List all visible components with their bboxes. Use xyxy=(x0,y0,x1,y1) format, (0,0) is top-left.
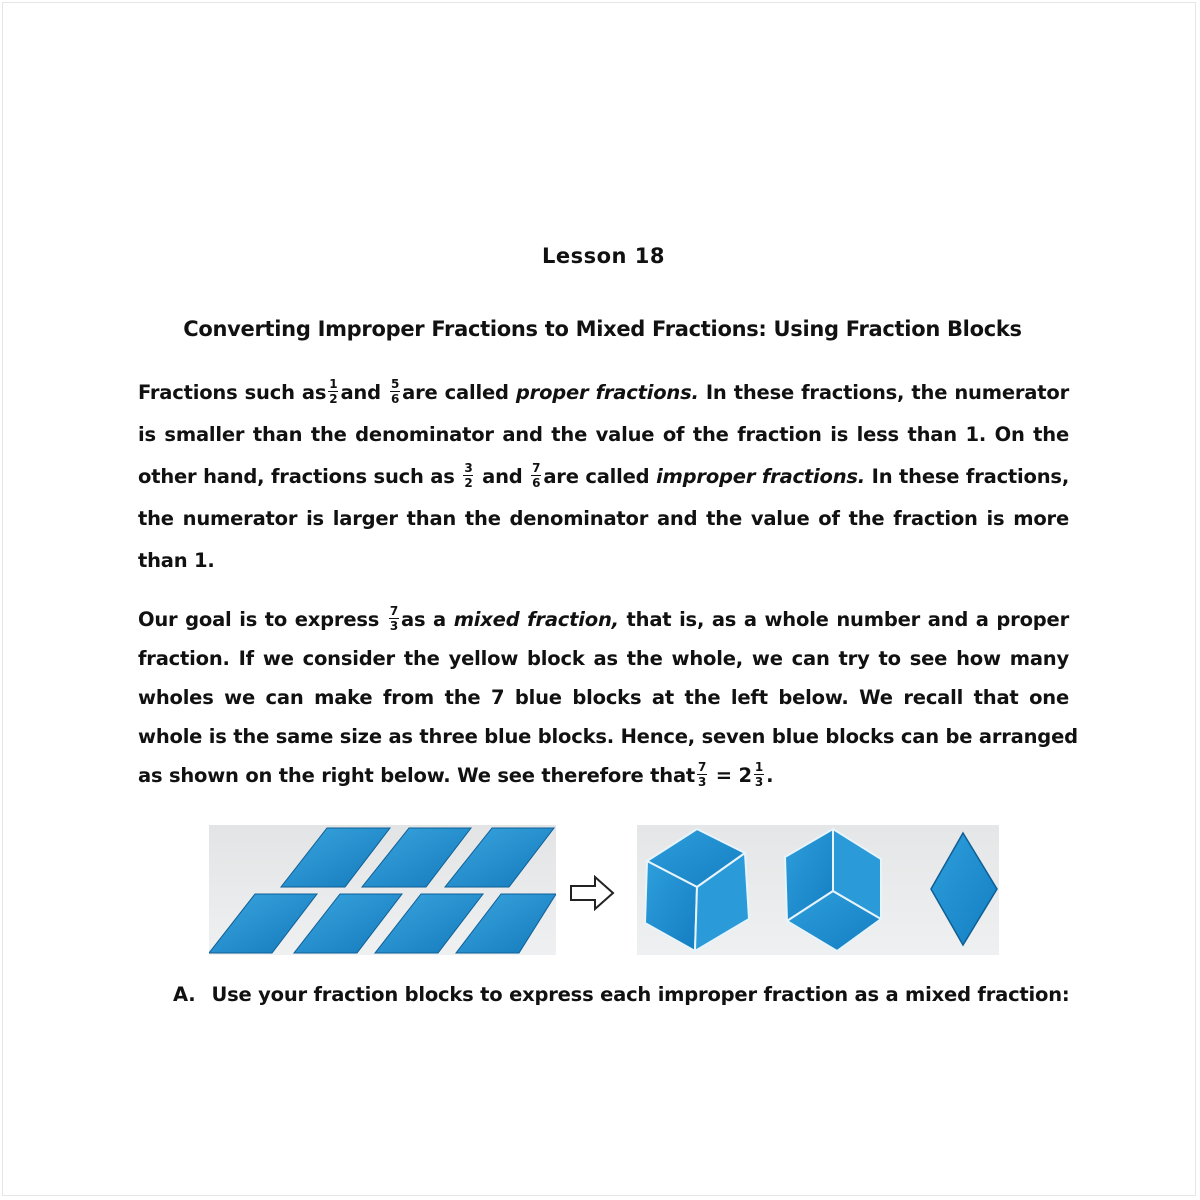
section-a-instruction xyxy=(173,983,1070,1006)
fraction-seven-sixths xyxy=(531,462,541,490)
text-segment: are called xyxy=(543,465,650,488)
text-segment: that is, as a whole number and a proper xyxy=(626,608,1069,631)
text-segment: In these fractions, the numerator xyxy=(705,381,1069,404)
lesson-subtitle: Converting Improper Fractions to Mixed Fractions: Using Fraction Blocks xyxy=(183,317,1022,341)
text-segment: as shown on the right below. We see therefore that xyxy=(138,764,696,787)
equation-equals-whole: = 2 xyxy=(715,764,752,787)
fraction-result-seven-thirds xyxy=(697,761,707,789)
text-segment: . xyxy=(766,764,774,787)
fraction-denominator: 2 xyxy=(329,392,338,407)
paragraph1-line5: than 1. xyxy=(138,549,215,572)
fraction-numerator: 1 xyxy=(329,376,338,391)
fraction-numerator: 1 xyxy=(754,759,764,774)
text-segment: other hand, fractions such as xyxy=(138,465,455,488)
paragraph1-line4: the numerator is larger than the denominator and the value of the fraction is more xyxy=(138,507,1069,530)
paragraph2-line5 xyxy=(138,756,1069,795)
section-a-label: A. xyxy=(173,983,196,1006)
right-arrow-outline-icon xyxy=(569,875,615,915)
paragraph2-line3: wholes we can make from the 7 blue blocks at the left below. We recall that one xyxy=(138,686,1069,709)
fraction-denominator: 3 xyxy=(698,775,707,790)
term-mixed-fraction: mixed fraction, xyxy=(453,608,619,631)
section-a-text: Use your fraction blocks to express each improper fraction as a mixed fraction: xyxy=(211,983,1070,1006)
fraction-denominator: 3 xyxy=(754,775,764,790)
fraction-numerator: 7 xyxy=(532,460,541,475)
paragraph-mixed-fraction-goal xyxy=(138,600,1078,795)
page-border xyxy=(2,2,1196,1196)
fraction-numerator: 7 xyxy=(698,759,707,774)
text-segment: In these fractions, xyxy=(871,465,1070,488)
term-proper-fractions: proper fractions. xyxy=(515,381,699,404)
term-improper-fractions: improper fractions. xyxy=(656,465,865,488)
fraction-numerator: 5 xyxy=(390,376,400,391)
paragraph1-line3 xyxy=(138,456,1069,498)
lesson-title: Lesson 18 xyxy=(541,244,666,268)
photo-seven-blue-blocks xyxy=(209,825,556,955)
text-segment: as a xyxy=(401,608,447,631)
text-segment: Our goal is to express xyxy=(138,608,380,631)
fraction-numerator: 7 xyxy=(389,603,399,618)
text-segment: are called xyxy=(402,381,509,404)
paragraph2-line4: whole is the same size as three blue blocks. Hence, seven blue blocks can be arranged xyxy=(138,725,1078,748)
fraction-five-sixths xyxy=(390,378,400,406)
photo-arranged-blocks xyxy=(637,825,999,955)
fraction-numerator: 3 xyxy=(464,460,473,475)
text-segment: Fractions such as xyxy=(138,381,327,404)
fraction-denominator: 6 xyxy=(390,392,400,407)
fraction-denominator: 2 xyxy=(464,476,473,491)
paragraph-proper-improper xyxy=(138,372,1069,582)
fraction-denominator: 6 xyxy=(532,476,541,491)
fraction-seven-thirds xyxy=(389,605,399,633)
paragraph2-line1 xyxy=(138,600,1069,639)
paragraph1-line1 xyxy=(138,372,1069,414)
text-segment: and xyxy=(482,465,523,488)
fraction-result-one-third xyxy=(754,761,764,789)
fraction-three-halves xyxy=(463,462,473,490)
paragraph1-line2: is smaller than the denominator and the value of the fraction is less than 1. On the xyxy=(138,423,1069,446)
whole-hexagon-1 xyxy=(645,829,749,951)
blue-block-leftover xyxy=(931,833,997,945)
paragraph2-line2: fraction. If we consider the yellow block as the whole, we can try to see how many xyxy=(138,647,1069,670)
text-segment: and xyxy=(340,381,381,404)
whole-hexagon-2 xyxy=(785,829,881,951)
fraction-denominator: 3 xyxy=(389,619,399,634)
fraction-one-half xyxy=(328,378,338,406)
